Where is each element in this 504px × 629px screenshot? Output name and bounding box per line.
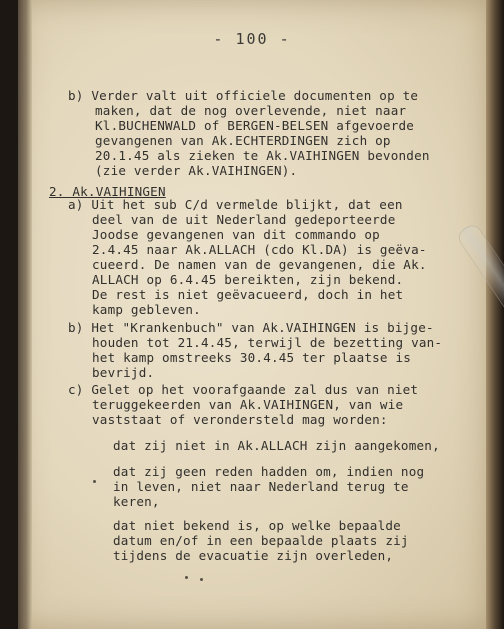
text-line: b) Verder valt uit officiele documenten op te bbox=[68, 88, 419, 103]
text-line: vaststaat of verondersteld mag worden: bbox=[92, 412, 388, 427]
text-line: maken, dat de nog overlevende, niet naar bbox=[95, 103, 407, 118]
section-heading: 2. Ak.VAIHINGEN bbox=[49, 184, 166, 199]
text-line: dat niet bekend is, op welke bepaalde bbox=[113, 518, 401, 533]
ink-speck bbox=[200, 578, 203, 581]
ink-speck bbox=[93, 480, 96, 483]
text-line: 2.4.45 naar Ak.ALLACH (cdo Kl.DA) is geëva- bbox=[92, 242, 427, 257]
text-line: tijdens de evacuatie zijn overleden, bbox=[113, 548, 394, 563]
text-line: 20.1.45 als zieken te Ak.VAIHINGEN bevonden bbox=[95, 148, 430, 163]
text-line: teruggekeerden van Ak.VAIHINGEN, van wie bbox=[92, 397, 404, 412]
text-line: c) Gelet op het voorafgaande zal dus van niet bbox=[68, 382, 419, 397]
text-line: Joodse gevangenen van dit commando op bbox=[92, 227, 380, 242]
text-line: (zie verder Ak.VAIHINGEN). bbox=[95, 163, 298, 178]
text-line: dat zij geen reden hadden om, indien nog bbox=[113, 464, 425, 479]
text-line: keren, bbox=[113, 494, 160, 509]
text-line: gevangenen van Ak.ECHTERDINGEN zich op bbox=[95, 133, 391, 148]
text-line: bevrijd. bbox=[92, 365, 155, 380]
book-binding bbox=[18, 0, 32, 629]
text-line: dat zij niet in Ak.ALLACH zijn aangekomen, bbox=[113, 438, 440, 453]
page-edge bbox=[486, 0, 504, 629]
text-line: kamp gebleven. bbox=[92, 302, 201, 317]
text-line: in leven, niet naar Nederland terug te bbox=[113, 479, 409, 494]
text-line: cueerd. De namen van de gevangenen, die Ak. bbox=[92, 257, 427, 272]
text-line: a) Uit het sub C/d vermelde blijkt, dat een bbox=[68, 197, 403, 212]
ink-speck bbox=[185, 576, 188, 579]
text-line: houden tot 21.4.45, terwijl de bezetting van- bbox=[92, 335, 443, 350]
text-line: Kl.BUCHENWALD of BERGEN-BELSEN afgevoerde bbox=[95, 118, 415, 133]
text-line: b) Het "Krankenbuch" van Ak.VAIHINGEN is bijge- bbox=[68, 320, 434, 335]
text-line: deel van de uit Nederland gedeporteerde bbox=[92, 212, 396, 227]
text-line: De rest is niet geëvacueerd, doch in het bbox=[92, 287, 404, 302]
text-line: datum en/of in een bepaalde plaats zij bbox=[113, 533, 409, 548]
text-line: het kamp omstreeks 30.4.45 ter plaatse is bbox=[92, 350, 412, 365]
text-line: ALLACH op 6.4.45 bereikten, zijn bekend. bbox=[92, 272, 404, 287]
page-number: - 100 - bbox=[213, 30, 291, 48]
